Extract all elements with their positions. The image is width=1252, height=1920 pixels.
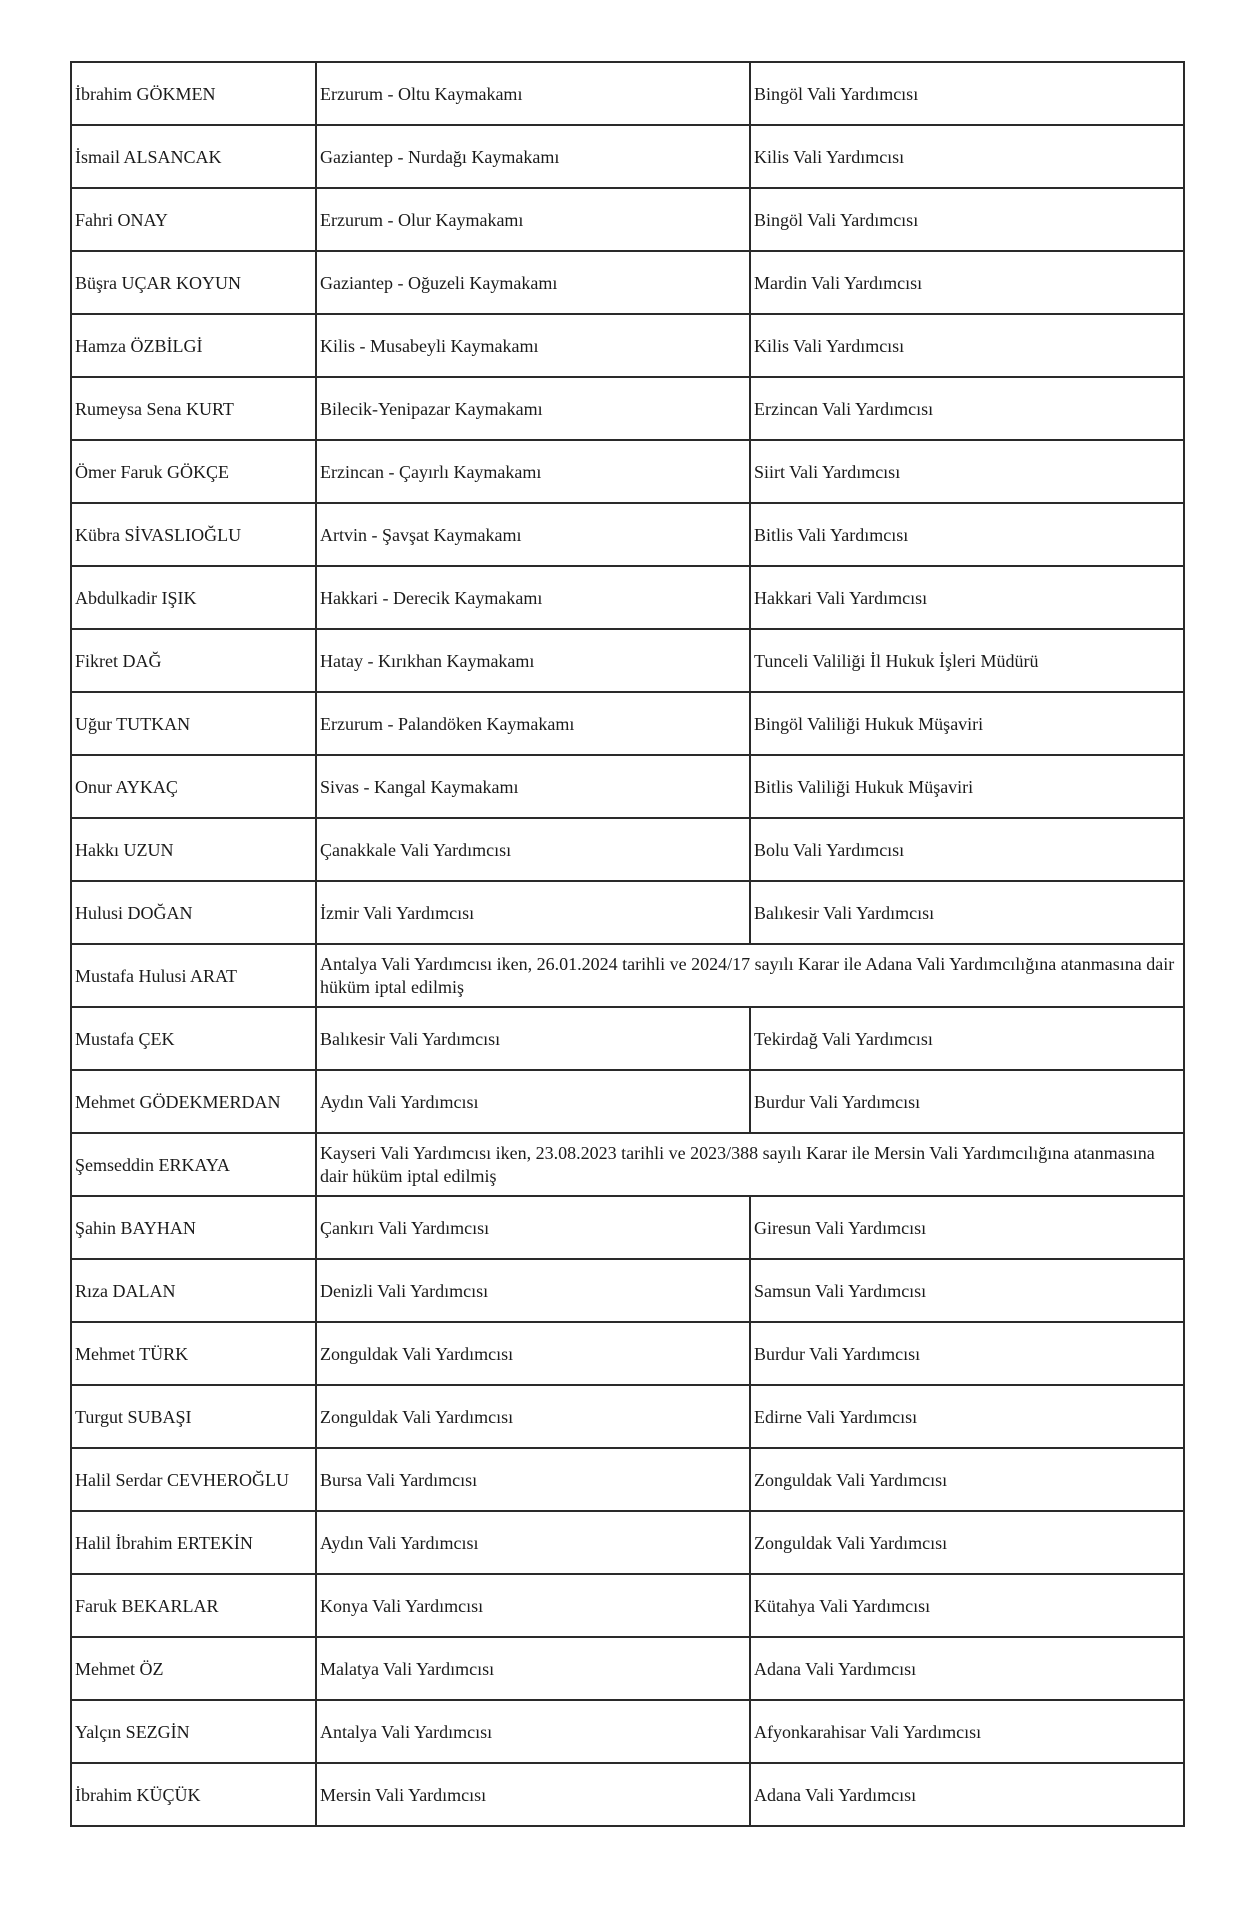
person-name-cell: Şemseddin ERKAYA (71, 1133, 316, 1196)
table-row (71, 692, 1184, 755)
appointed-position-cell: Erzincan Vali Yardımcısı (750, 377, 1184, 440)
person-name-cell: Hakkı UZUN (71, 818, 316, 881)
appointed-position-cell: Bitlis Vali Yardımcısı (750, 503, 1184, 566)
person-name-cell: Halil İbrahim ERTEKİN (71, 1511, 316, 1574)
table-row (71, 377, 1184, 440)
table-row (71, 1322, 1184, 1385)
previous-position-cell: Sivas - Kangal Kaymakamı (316, 755, 750, 818)
previous-position-cell: Aydın Vali Yardımcısı (316, 1511, 750, 1574)
appointed-position-cell: Giresun Vali Yardımcısı (750, 1196, 1184, 1259)
table-row (71, 1007, 1184, 1070)
person-name-cell: İsmail ALSANCAK (71, 125, 316, 188)
appointed-position-cell: Tunceli Valiliği İl Hukuk İşleri Müdürü (750, 629, 1184, 692)
table-row (71, 944, 1184, 1007)
appointed-position-cell: Burdur Vali Yardımcısı (750, 1070, 1184, 1133)
previous-position-cell: Erzincan - Çayırlı Kaymakamı (316, 440, 750, 503)
previous-position-cell: Balıkesir Vali Yardımcısı (316, 1007, 750, 1070)
person-name-cell: Fikret DAĞ (71, 629, 316, 692)
person-name-cell: Fahri ONAY (71, 188, 316, 251)
table-row (71, 629, 1184, 692)
appointed-position-cell: Mardin Vali Yardımcısı (750, 251, 1184, 314)
person-name-cell: İbrahim KÜÇÜK (71, 1763, 316, 1826)
person-name-cell: Halil Serdar CEVHEROĞLU (71, 1448, 316, 1511)
table-row (71, 1511, 1184, 1574)
appointed-position-cell: Bolu Vali Yardımcısı (750, 818, 1184, 881)
appointed-position-cell: Bitlis Valiliği Hukuk Müşaviri (750, 755, 1184, 818)
appointed-position-cell: Zonguldak Vali Yardımcısı (750, 1448, 1184, 1511)
table-row (71, 1637, 1184, 1700)
table-row (71, 755, 1184, 818)
table-row (71, 1763, 1184, 1826)
table-row (71, 566, 1184, 629)
table-row (71, 1196, 1184, 1259)
appointed-position-cell: Siirt Vali Yardımcısı (750, 440, 1184, 503)
appointed-position-cell: Tekirdağ Vali Yardımcısı (750, 1007, 1184, 1070)
person-name-cell: Mustafa ÇEK (71, 1007, 316, 1070)
appointed-position-cell: Balıkesir Vali Yardımcısı (750, 881, 1184, 944)
previous-position-cell: Mersin Vali Yardımcısı (316, 1763, 750, 1826)
previous-position-cell: Hakkari - Derecik Kaymakamı (316, 566, 750, 629)
appointments-table (70, 61, 1185, 1827)
previous-position-cell: Malatya Vali Yardımcısı (316, 1637, 750, 1700)
previous-position-cell: Erzurum - Oltu Kaymakamı (316, 62, 750, 125)
person-name-cell: Kübra SİVASLIOĞLU (71, 503, 316, 566)
appointments-table-body (71, 62, 1184, 1826)
appointed-position-cell: Burdur Vali Yardımcısı (750, 1322, 1184, 1385)
previous-position-cell: Gaziantep - Nurdağı Kaymakamı (316, 125, 750, 188)
person-name-cell: Mehmet ÖZ (71, 1637, 316, 1700)
table-row (71, 1448, 1184, 1511)
appointed-position-cell: Adana Vali Yardımcısı (750, 1637, 1184, 1700)
appointed-position-cell: Bingöl Valiliği Hukuk Müşaviri (750, 692, 1184, 755)
table-row (71, 125, 1184, 188)
appointed-position-cell: Kilis Vali Yardımcısı (750, 125, 1184, 188)
table-row (71, 818, 1184, 881)
appointed-position-cell: Bingöl Vali Yardımcısı (750, 62, 1184, 125)
person-name-cell: Rumeysa Sena KURT (71, 377, 316, 440)
annulment-note-cell: Kayseri Vali Yardımcısı iken, 23.08.2023 tarihli ve 2023/388 sayılı Karar ile Mersin Vali Yardımcılığına atanmasına dair hüküm iptal edilmiş (316, 1133, 1184, 1196)
person-name-cell: Rıza DALAN (71, 1259, 316, 1322)
previous-position-cell: Bursa Vali Yardımcısı (316, 1448, 750, 1511)
annulment-note-cell: Antalya Vali Yardımcısı iken, 26.01.2024 tarihli ve 2024/17 sayılı Karar ile Adana Vali Yardımcılığına atanmasına dair hüküm iptal edilmiş (316, 944, 1184, 1007)
table-row (71, 314, 1184, 377)
appointed-position-cell: Hakkari Vali Yardımcısı (750, 566, 1184, 629)
appointed-position-cell: Adana Vali Yardımcısı (750, 1763, 1184, 1826)
previous-position-cell: Çanakkale Vali Yardımcısı (316, 818, 750, 881)
table-row (71, 1259, 1184, 1322)
table-row (71, 881, 1184, 944)
person-name-cell: Onur AYKAÇ (71, 755, 316, 818)
person-name-cell: Şahin BAYHAN (71, 1196, 316, 1259)
previous-position-cell: Erzurum - Palandöken Kaymakamı (316, 692, 750, 755)
table-row (71, 1385, 1184, 1448)
table-row (71, 1070, 1184, 1133)
table-row (71, 440, 1184, 503)
person-name-cell: Büşra UÇAR KOYUN (71, 251, 316, 314)
person-name-cell: Mehmet TÜRK (71, 1322, 316, 1385)
person-name-cell: Mehmet GÖDEKMERDAN (71, 1070, 316, 1133)
appointed-position-cell: Kütahya Vali Yardımcısı (750, 1574, 1184, 1637)
previous-position-cell: Zonguldak Vali Yardımcısı (316, 1385, 750, 1448)
table-row (71, 1574, 1184, 1637)
previous-position-cell: Çankırı Vali Yardımcısı (316, 1196, 750, 1259)
appointed-position-cell: Afyonkarahisar Vali Yardımcısı (750, 1700, 1184, 1763)
person-name-cell: Abdulkadir IŞIK (71, 566, 316, 629)
previous-position-cell: Antalya Vali Yardımcısı (316, 1700, 750, 1763)
table-row (71, 62, 1184, 125)
table-row (71, 251, 1184, 314)
previous-position-cell: Denizli Vali Yardımcısı (316, 1259, 750, 1322)
person-name-cell: Uğur TUTKAN (71, 692, 316, 755)
previous-position-cell: Zonguldak Vali Yardımcısı (316, 1322, 750, 1385)
person-name-cell: Yalçın SEZGİN (71, 1700, 316, 1763)
previous-position-cell: Gaziantep - Oğuzeli Kaymakamı (316, 251, 750, 314)
appointed-position-cell: Zonguldak Vali Yardımcısı (750, 1511, 1184, 1574)
appointed-position-cell: Edirne Vali Yardımcısı (750, 1385, 1184, 1448)
person-name-cell: Faruk BEKARLAR (71, 1574, 316, 1637)
previous-position-cell: Artvin - Şavşat Kaymakamı (316, 503, 750, 566)
previous-position-cell: Aydın Vali Yardımcısı (316, 1070, 750, 1133)
previous-position-cell: Bilecik-Yenipazar Kaymakamı (316, 377, 750, 440)
person-name-cell: Hamza ÖZBİLGİ (71, 314, 316, 377)
table-row (71, 188, 1184, 251)
previous-position-cell: Erzurum - Olur Kaymakamı (316, 188, 750, 251)
appointed-position-cell: Samsun Vali Yardımcısı (750, 1259, 1184, 1322)
previous-position-cell: Konya Vali Yardımcısı (316, 1574, 750, 1637)
appointed-position-cell: Kilis Vali Yardımcısı (750, 314, 1184, 377)
previous-position-cell: İzmir Vali Yardımcısı (316, 881, 750, 944)
person-name-cell: Hulusi DOĞAN (71, 881, 316, 944)
person-name-cell: Turgut SUBAŞI (71, 1385, 316, 1448)
person-name-cell: Mustafa Hulusi ARAT (71, 944, 316, 1007)
person-name-cell: İbrahim GÖKMEN (71, 62, 316, 125)
previous-position-cell: Kilis - Musabeyli Kaymakamı (316, 314, 750, 377)
table-row (71, 503, 1184, 566)
previous-position-cell: Hatay - Kırıkhan Kaymakamı (316, 629, 750, 692)
table-row (71, 1133, 1184, 1196)
appointed-position-cell: Bingöl Vali Yardımcısı (750, 188, 1184, 251)
person-name-cell: Ömer Faruk GÖKÇE (71, 440, 316, 503)
table-row (71, 1700, 1184, 1763)
